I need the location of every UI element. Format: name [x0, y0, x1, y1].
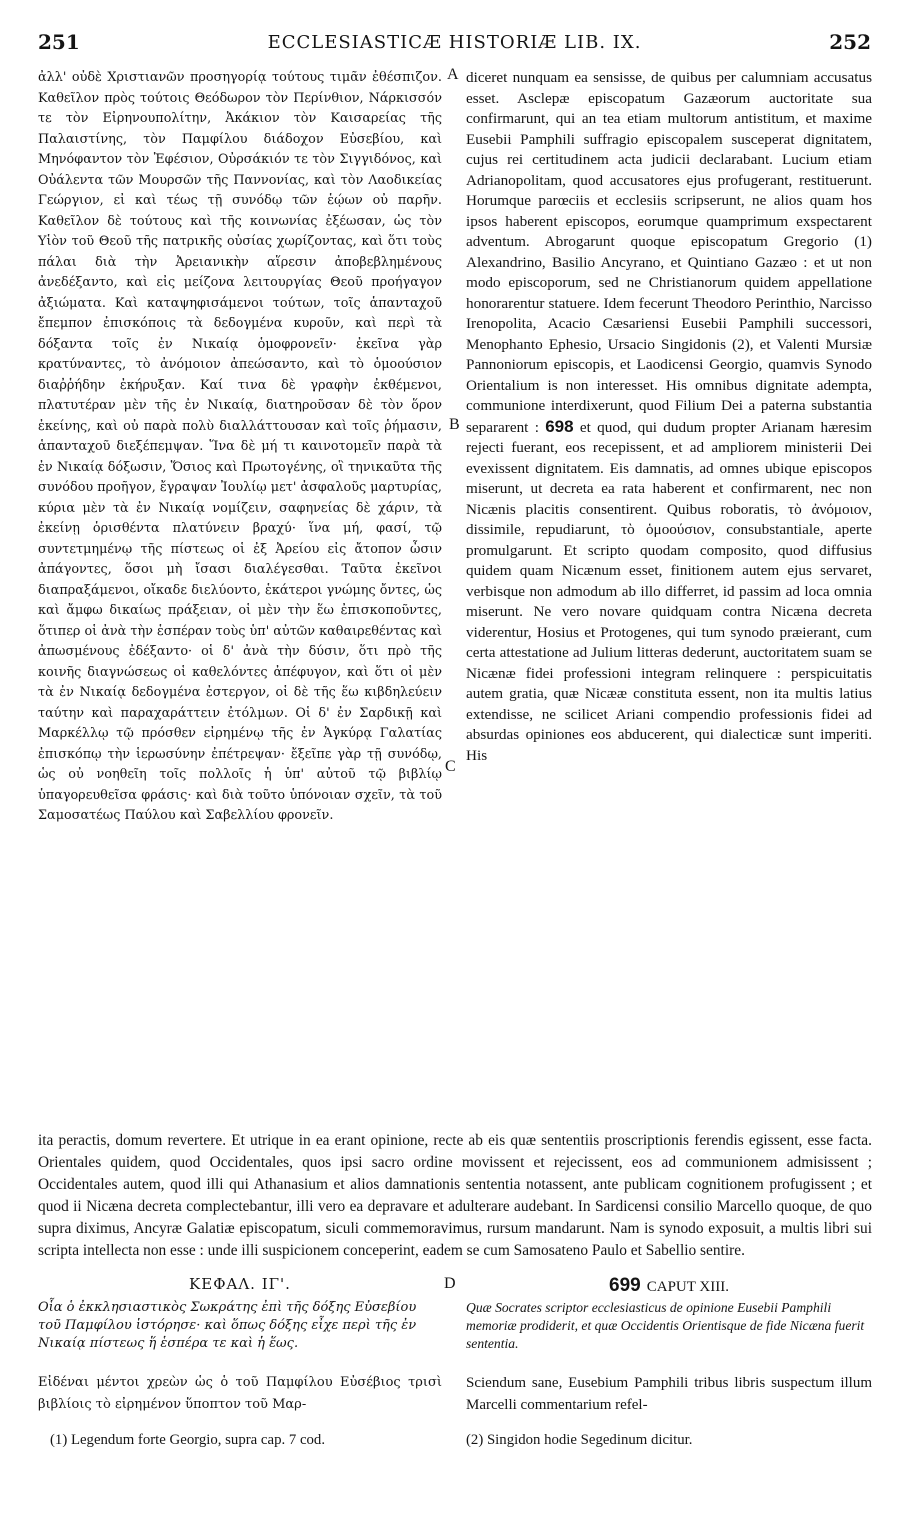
- column-number-698: 698: [545, 416, 574, 436]
- page-number-left: 251: [38, 30, 80, 54]
- running-title: ECCLESIASTICÆ HISTORIÆ LIB. IX.: [267, 32, 642, 53]
- column-number-699: 699: [609, 1275, 641, 1296]
- latin-chapter-summary: Quæ Socrates scriptor ecclesiasticus de opinione Eusebii Pamphili memoriæ prodiderit, et quæ Occidentis Orientisque de fide Nicæna fuerit sententia.: [466, 1300, 865, 1351]
- greek-chapter-summary: Οἷα ὁ ἐκκλησιαστικὸς Σωκράτης ἐπὶ τῆς δόξης Εὐσεβίου τοῦ Παμφίλου ἱστόρησε· καὶ ὅπως δόξης εἶχε περὶ τῆς ἐν Νικαίᾳ πίστεως ἥ ἑσπέρα τε καὶ ἡ ἕως.: [38, 1300, 417, 1351]
- latin-text-part-2: et quod, qui dudum propter Arianam hæresim rejecti fuerant, eos recepissent, et ad ampliorem ministerii Dei evexissent dignitatem. Eis damnatis, ad omnes ubique episcopos miserunt, ut decreta ea rata haberent et confirmarent, nec non Nicænis placitis consentirent. Quibus roboratis, τὸ ἀνόμοιον, dissimile, repudiarunt, τὸ ὁμοούσιον, consubstantiale, aperte promulgarunt. Et scripto quodam composito, quod diffusius quidem quam Nicænum esset, finitionem autem ejus servaret, verbisque non admodum ab illo differret, id passim ad loca omnia miserunt. Ne vero novare quidquam contra Nicæna decreta viderentur, Hosius et Protogenes, qui tum synodo præierant, cum certa attestatione ad Julium litteras dederunt, auctoritatem suam se Nicænæ fidei professioni integram relinquere : perspicuitatis autem gratia, quæ Nicææ constituta essent, non ita multis latius extendisse, ne scilicet Ariani compendio professionis fidei ad absurdas opiniones eos abducerent, qui dialecticæ sunt imperiti. His: [466, 418, 872, 764]
- footnote-left: (1) Legendum forte Georgio, supra cap. 7 cod.: [50, 1432, 326, 1448]
- margin-letter-b: B: [449, 416, 460, 433]
- page-header: [38, 30, 871, 60]
- latin-chapter-heading: [466, 1275, 872, 1297]
- latin-chapter-start: Sciendum sane, Eusebium Pamphili tribus libris suspectum illum Marcelli commentarium refel-: [466, 1375, 872, 1413]
- page-number-right: 252: [829, 30, 871, 54]
- margin-letter-a: A: [447, 66, 459, 83]
- latin-chapter-title: CAPUT XIII.: [646, 1279, 729, 1295]
- margin-letter-d: D: [444, 1275, 456, 1292]
- greek-column-text: ἀλλ' οὐδὲ Χριστιανῶν προσηγορίᾳ τούτους τιμᾶν ἐθέσπιζον. Καθεῖλον πρὸς τούτοις Θεόδωρον τὸν Περίνθιον, Νάρκισσόν τε τὸν Εἰρηνουπολίτην, Ἀκάκιον τὸν Καισαρείας τῆς Παλαιστίνης, τὸν Παμφίλου διάδοχον Εὐσεβίου, καὶ Μηνόφαντον τὸν Ἐφέσιον, Οὐρσάκιόν τε τὸν Σιγγιδόνος, καὶ Οὐάλεντα τῶν Μουρσῶν τῆς Παννονίας, καὶ τὸν Λαοδικείας Γεώργιον, εἰ καὶ τέως τῇ συνόδῳ τῶν ἑῴων οὐ παρῆν. Καθεῖλον δὲ τούτους καὶ τῆς κοινωνίας ἐξέωσαν, ὡς τὸν Υἱὸν τοῦ Θεοῦ τῆς πατρικῆς οὐσίας χωρίζοντας, καὶ ὅτι τοὺς πάλαι διὰ τὴν Ἀρειανικὴν αἵρεσιν ἀποβεβλημένους ἀνεδέξαντο, καὶ εἰς μείζονα λειτουργίας Θεοῦ προήγαγον ἀξιώματα. Καὶ καταψηφισάμενοι τούτων, τοῖς ἁπανταχοῦ ἔπεμπον ἐπισκόποις τὰ δεδογμένα κυροῦν, καὶ περὶ τὰ δόξαντα τοῖς ἐν Νικαίᾳ ὁμοφρονεῖν· ἐκεῖνα γὰρ κρατύναντες, τὸ ἀνόμοιον ἀπεώσαντο, καὶ τὸ ὁμοούσιον διαῤῥήδην ἐκήρυξαν. Καί τινα δὲ γραφὴν ἐκθέμενοι, πλατυτέραν μὲν τῆς ἐν Νικαίᾳ, διατηροῦσαν δὲ τὸν ὅρον ἐκείνης, καὶ οὐ παρὰ πολὺ διαλλάττουσαν καὶ τοῖς ῥήμασιν, ἁπανταχοῦ διεξέπεμψαν. Ἵνα δὲ μή τι καινοτομεῖν παρὰ τὰ ἐν Νικαίᾳ δόξωσιν, Ὅσιος καὶ Πρωτογένης, οἳ τηνικαῦτα τῆς συνόδου προῆγον, ἔγραψαν Ἰουλίῳ μετ' ἀσφαλοῦς μαρτυρίας, κύρια μὲν τὰ ἐν Νικαίᾳ νομίζειν, σαφηνείας δὲ χάριν, τὰ ἐκείνῃ ὁρισθέντα πλατύνειν βραχύ· ἵνα μή, φασί, τῷ συντετμημένῳ τῆς πίστεως οἱ ἐξ Ἀρείου εἰς ἄτοπον ὦσιν ἀπάγοντες, ὅσοι μὴ ἴσασι διαλέγεσθαι. Ταῦτα ἐκεῖνοι διαπραξάμενοι, οἴκαδε διελύοντο, ἑκάτεροι γνώμης ὄντες, ὡς καὶ ἄμφω δικαίως πράξειαν, οἱ μὲν τὴν ἕω ἐπισκοποῦντες, ὅτιπερ οἱ ἀνὰ τὴν ἑσπέραν τοὺς ὑπ' αὐτῶν καθαιρεθέντας καὶ ἀπωσμένους ἐδέξαντο· οἱ δ' ἀνὰ τὴν δύσιν, ὅτι πρὸ τῆς κοινῆς διαγνώσεως οἱ καθελόντες ἀπέφυγον, καὶ ὅτι οἱ μὲν τὰ ἐν Νικαίᾳ δεδογμένα ἐστεργον, οἱ δὲ τῆς ἕω κιβδηλεύειν ταύτην καὶ παραχαράττειν ἐτόλμων. Οἱ δ' ἐν Σαρδικῇ καὶ Μαρκέλλῳ τῷ πρόσθεν εἰρημένῳ τῆς ἐν Ἀγκύρᾳ Γαλατίας ἐπισκόπῳ τὴν ἱερωσύνην ἐπέτρεψαν· ἔξεῖπε γὰρ τῇ συνόδῳ, ὡς οὐ νοηθεῖη τοῖς πολλοῖς ἡ ὑπ' αὐτοῦ τῷ βιβλίῳ ὑπαγορευθεῖσα φράσις· καὶ διὰ τοῦτο ὑπόνοιαν σχεῖν, τὰ τοῦ Σαμοσατέως Παύλου καὶ Σαβελλίου φρονεῖν.: [38, 70, 442, 823]
- footnote-right: (2) Singidon hodie Segedinum dicitur.: [466, 1432, 693, 1448]
- full-width-latin-text: ita peractis, domum revertere. Et utrique in ea erant opinione, recte ab eis quæ sententiis proscriptionis ferendis egissent, esse facta. Orientales quidem, quod Occidentales, quos ipsi sacro ordine movissent et rejecissent, eos ad communionem admisissent ; Occidentales autem, quod illi qui Athanasium et alios damnationis sententia notassent, ante publicam cognitionem profugissent ; et quod ii Nicæna decreta complectebantur, illi vero ea depravare et adulterare audebant. In Sardicensi consilio Marcello quoque, de quo supra diximus, Ancyræ Galatiæ episcopatum, siculi commemoravimus, rursum mandarunt. Nam is synodo exposuit, a multis libri sui scripta intellecta non esse : unde illi suspicionem conceperint, eadem se cum Samosateno Paulo et Sabellio sentire.: [38, 1132, 872, 1259]
- greek-chapter-start: Εἰδέναι μέντοι χρεὼν ὡς ὁ τοῦ Παμφίλου Εὐσέβιος τρισὶ βιβλίοις τὸ εἰρημένον ὕποπτον τοῦ Μαρ-: [38, 1375, 442, 1412]
- latin-column-text: [466, 68, 872, 766]
- latin-text-part-1: diceret nunquam ea sensisse, de quibus per calumniam accusatus esset. Asclepæ episcopatum Gazæorum auctoritate sua confirmarunt, qui an tea etiam multorum antistitum, et maxime Eusebii Pamphili suffragio episcopalem susceperat dignitatem, cujus rei certitudinem acta judicii declarabant. Lucium etiam Adrianopolitam, quod accusatores ejus profugerant, restituerunt. Horumque parœciis et ecclesiis scripserunt, ne alios quam hos ipsos haberent episcopos, eorumque quamprimum exspectarent adventum. Abrogarunt quoque episcopatum Gregorio (1) Alexandrino, Basilio Ancyrano, et Quintiano Gazæo : et ut non modo episcoporum, sed ne Christianorum quidem appellatione honorarentur statuere. Idem fecerunt Theodoro Perinthio, Narcisso Irenopolita, Acacio Cæsariensi Eusebii Pamphili successori, Menophanto Ephesio, Ursacio Singidonis (2), et Valenti Mursiæ Pannoniorum episcopis, et Laodicensi Georgio, quamvis Synodo Orientalium is non interesset. His omnibus dignitate adempta, communione interdixerunt, quod Filium Dei a paterna substantia separarent :: [466, 69, 872, 436]
- margin-letter-c: C: [445, 758, 456, 775]
- greek-chapter-heading: ΚΕΦΑΛ. ΙΓ'.: [189, 1275, 291, 1293]
